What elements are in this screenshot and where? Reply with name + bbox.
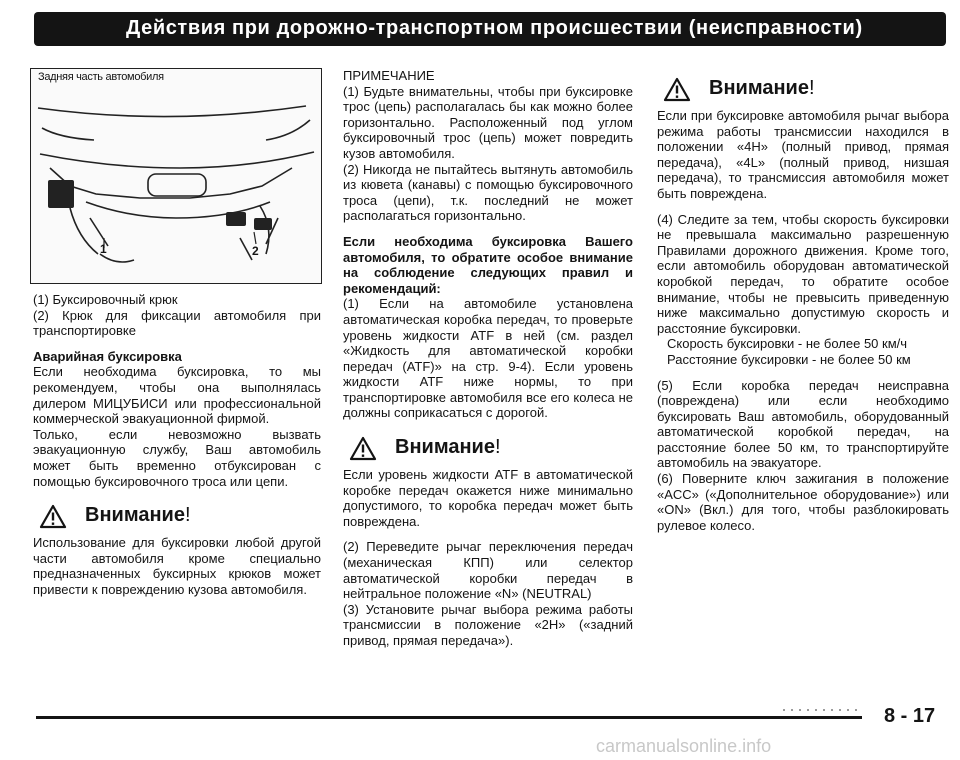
callout-2: 2 <box>252 244 259 258</box>
illustration-caption: Задняя часть автомобиля <box>38 71 164 83</box>
legend-item-2: (2) Крюк для фиксации автомобиля при транспортировке <box>33 307 321 339</box>
warning-triangle-icon <box>663 77 691 102</box>
towing-rule-4: (4) Следите за тем, чтобы скорость буксировки не превышала максимально разрешенную Правилами дорожного движения. Кроме того, если автомобиль оборудован автоматической коробкой передач, то обратите особое внимание, чтобы не превысить приведенную ниже максимально допустимую скорость и расстояние буксировки. <box>657 211 949 336</box>
towing-speed-limit: Скорость буксировки - не более 50 км/ч <box>667 336 908 352</box>
towing-rule-2: (2) Переведите рычаг переключения передач (механическая КПП) или селектор автоматической коробки передач в нейтральное положение «N» (NEUTRAL) <box>343 539 633 602</box>
column-3 <box>657 72 949 533</box>
warning-triangle-icon <box>39 504 67 529</box>
towing-distance-limit: Расстояние буксировки - не более 50 км <box>667 351 911 367</box>
warning-header-1 <box>33 501 321 531</box>
callout-1: 1 <box>100 242 107 256</box>
page-number: 8 - 17 <box>884 705 936 727</box>
warning-title: Внимание <box>85 504 185 527</box>
warning-title: Внимание <box>395 436 495 459</box>
towing-rule-5: (5) Если коробка передач неисправна (повреждена) или если необходимо буксировать Ваш автомобиль, оборудованный автоматической коробкой передач, на расстояние более 50 км, то транспортируйте автомобиль на эвакуаторе. <box>657 377 949 471</box>
footer-dotted-rule <box>780 707 866 713</box>
warning-exclamation: ! <box>808 77 815 100</box>
note-item-1: (1) Будьте внимательны, чтобы при буксировке трос (цепь) располагалась бы как можно более горизонтально. Расположенный под углом буксировочный трос (цепь) может повредить кузов автомобиля. <box>343 83 633 161</box>
rear-vehicle-illustration <box>30 68 322 284</box>
page-title: Действия при дорожно-транспортном происшествии (неисправности) <box>126 17 863 39</box>
towing-rule-3: (3) Установите рычаг выбора режима работы трансмиссии в положение «2H» («задний привод, прямая передача»). <box>343 601 633 648</box>
towing-rule-1: (1) Если на автомобиле установлена автоматическая коробка передач, то проверьте уровень жидкости ATF в ней (см. раздел «Жидкость для автоматической коробки передач (ATF)» на стр. 9-4). Если уровень жидкости ATF ниже нормы, то при транспортировке автомобиля все его колеса не должны соприкасаться с дорогой. <box>343 296 633 421</box>
towing-rules-heading: Если необходима буксировка Вашего автомобиля, то обратите особое внимание на соблюдение следующих правил и рекомендаций: <box>343 233 633 296</box>
warning-text-atf: Если уровень жидкости ATF в автоматической коробке передач окажется ниже минимально допустимого, то коробка передач может быть повреждена. <box>343 467 633 529</box>
column-2 <box>343 68 633 649</box>
warning-text-transfer-mode: Если при буксировке автомобиля рычаг выбора режима работы трансмиссии находился в положении «4H» (полный привод, прямая передача), «4L» (полный привод, низшая передача), то трансмиссия автомобиля может быть повреждена. <box>657 108 949 201</box>
footer-rule <box>36 716 862 719</box>
warning-triangle-icon <box>349 436 377 461</box>
rear-vehicle-drawing <box>30 68 322 284</box>
emergency-towing-heading: Аварийная буксировка <box>33 348 182 364</box>
emergency-towing-text-2: Только, если невозможно вызвать эвакуационную службу, Ваш автомобиль может быть временно отбуксирован с помощью буксировочного троса или цепи. <box>33 426 321 489</box>
warning-header-2 <box>343 433 633 463</box>
warning-exclamation: ! <box>494 436 501 459</box>
legend-item-1: (1) Буксировочный крюк <box>33 292 178 307</box>
warning-text-hooks: Использование для буксировки любой другой части автомобиля кроме специально предназначенных буксирных крюков может привести к повреждению кузова автомобиля. <box>33 535 321 597</box>
page-header-bar <box>34 12 946 46</box>
warning-header-3 <box>657 74 949 104</box>
emergency-towing-text-1: Если необходима буксировка, то мы рекомендуем, чтобы она выполнялась дилером МИЦУБИСИ или профессиональной коммерческой эвакуационной фирмой. <box>33 364 321 427</box>
note-item-2: (2) Никогда не пытайтесь вытянуть автомобиль из кювета (канавы) с помощью буксировочного троса (цепи), т.к. последний не может располагаться горизонтально. <box>343 161 633 224</box>
warning-title: Внимание <box>709 77 809 100</box>
towing-rule-6: (6) Поверните ключ зажигания в положение «ACC» («Дополнительное оборудование») или «ON» (Вкл.) для того, чтобы разблокировать рулевое колесо. <box>657 471 949 533</box>
note-title: ПРИМЕЧАНИЕ <box>343 68 435 83</box>
column-1 <box>33 292 321 598</box>
warning-exclamation: ! <box>184 504 191 527</box>
watermark-text: carmanualsonline.info <box>596 736 772 756</box>
